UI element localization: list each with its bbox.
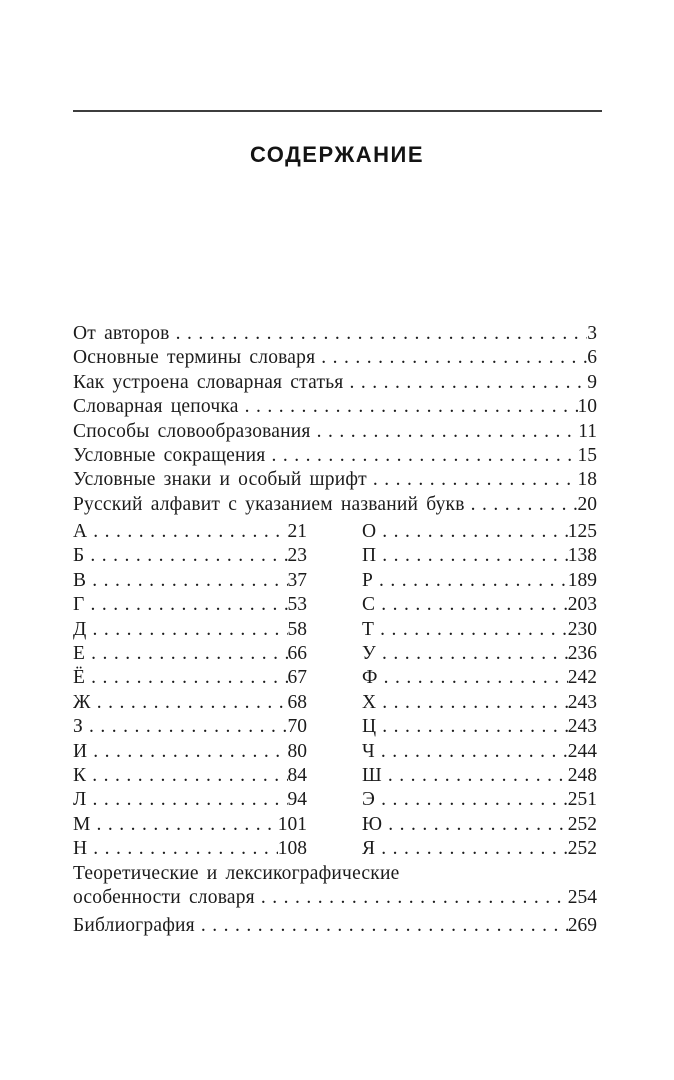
dot-leader bbox=[176, 322, 588, 346]
dot-leader bbox=[261, 886, 568, 910]
toc-letter-label: Н bbox=[73, 838, 88, 860]
toc-entry-label: Как устроена словарная статья bbox=[73, 371, 344, 393]
toc-letter-entry bbox=[73, 788, 307, 812]
toc-letter-entry bbox=[362, 618, 597, 642]
dot-leader bbox=[381, 788, 568, 812]
dot-leader bbox=[92, 788, 287, 812]
toc-entry bbox=[73, 914, 597, 938]
dot-leader bbox=[92, 764, 287, 788]
toc-letter-label: З bbox=[73, 716, 83, 738]
toc-letter-page: 138 bbox=[567, 545, 597, 567]
dot-leader bbox=[91, 666, 287, 690]
toc-entry-wrapped-line2 bbox=[73, 886, 597, 910]
toc-letters-left-column bbox=[73, 520, 307, 861]
toc-letter-label: Е bbox=[73, 642, 86, 664]
dot-leader bbox=[381, 740, 568, 764]
toc-letter-entry bbox=[362, 642, 597, 666]
toc-letter-page: 189 bbox=[567, 569, 597, 591]
toc-letter-page: 53 bbox=[287, 594, 307, 616]
toc-letter-page: 21 bbox=[287, 521, 307, 542]
dot-leader bbox=[92, 569, 287, 593]
toc-letter-entry bbox=[362, 520, 597, 544]
toc-entry-label: Библиография bbox=[73, 915, 195, 937]
toc-entry bbox=[73, 322, 597, 346]
toc-letter-entry bbox=[73, 520, 307, 544]
toc-entry-label: Русский алфавит с указанием названий букв bbox=[73, 493, 465, 515]
toc-letter-entry bbox=[362, 666, 597, 690]
toc-letter-page: 67 bbox=[287, 667, 307, 689]
dot-leader bbox=[97, 691, 288, 715]
toc-letter-entry bbox=[362, 764, 597, 788]
toc-letter-entry bbox=[73, 715, 307, 739]
toc-entry bbox=[73, 371, 597, 395]
dot-leader bbox=[97, 813, 278, 837]
toc-letter-entry bbox=[362, 788, 597, 812]
toc-entry-label: От авторов bbox=[73, 323, 170, 344]
toc-letter-entry bbox=[362, 569, 597, 593]
dot-leader bbox=[382, 715, 567, 739]
toc-letter-label: Т bbox=[362, 618, 375, 640]
dot-leader bbox=[245, 395, 578, 419]
toc-letter-page: 125 bbox=[567, 521, 597, 542]
toc-letter-label: Ё bbox=[73, 667, 86, 689]
toc-letter-page: 80 bbox=[287, 740, 307, 762]
toc-main-list bbox=[73, 322, 597, 517]
dot-leader bbox=[89, 715, 288, 739]
toc-letter-label: Ж bbox=[73, 691, 91, 713]
toc-entry-page: 10 bbox=[577, 396, 597, 418]
dot-leader bbox=[93, 520, 287, 544]
toc-letter-entry bbox=[362, 837, 597, 861]
toc-entry-page: 15 bbox=[577, 444, 597, 466]
toc-letter-entry bbox=[73, 544, 307, 568]
toc-letters-section bbox=[73, 520, 597, 861]
toc-letter-page: 37 bbox=[287, 569, 307, 591]
toc-entry-page: 3 bbox=[587, 323, 597, 344]
page-title: СОДЕРЖАНИЕ bbox=[249, 142, 425, 167]
toc-letter-label: А bbox=[73, 521, 88, 542]
toc-letter-label: У bbox=[362, 642, 377, 664]
toc-entry-label: Основные термины словаря bbox=[73, 347, 316, 369]
toc-letter-entry bbox=[73, 764, 307, 788]
toc-letter-page: 242 bbox=[567, 667, 597, 689]
toc-letter-entry bbox=[362, 740, 597, 764]
toc-entry-label: особенности словаря bbox=[73, 887, 255, 909]
toc-letter-label: Р bbox=[362, 569, 374, 591]
toc-letter-label: Ю bbox=[362, 813, 383, 835]
dot-leader bbox=[349, 371, 587, 395]
toc-letter-label: П bbox=[362, 545, 377, 567]
dot-leader bbox=[388, 764, 568, 788]
toc-letter-entry bbox=[73, 569, 307, 593]
toc-entry-wrapped-line1: Теоретические и лексикографические bbox=[73, 863, 400, 884]
toc-letter-label: В bbox=[73, 569, 87, 591]
dot-leader bbox=[382, 642, 568, 666]
toc-letter-label: Я bbox=[362, 838, 376, 860]
toc-entry-label: Способы словообразования bbox=[73, 420, 311, 442]
toc-letter-label: Д bbox=[73, 618, 87, 640]
dot-leader bbox=[90, 593, 287, 617]
toc-entry-page: 269 bbox=[567, 915, 597, 937]
dot-leader bbox=[317, 420, 579, 444]
toc-letters-right-column bbox=[362, 520, 597, 861]
dot-leader bbox=[373, 468, 578, 492]
toc-entry bbox=[73, 444, 597, 468]
dot-leader bbox=[93, 837, 277, 861]
toc-entry-page: 9 bbox=[587, 371, 597, 393]
toc-letter-label: И bbox=[73, 740, 88, 762]
toc-letter-entry bbox=[73, 642, 307, 666]
dot-leader bbox=[384, 666, 568, 690]
toc-letter-label: С bbox=[362, 594, 376, 616]
toc-letter-entry bbox=[73, 837, 307, 861]
toc-letter-page: 203 bbox=[567, 594, 597, 616]
dot-leader bbox=[91, 642, 287, 666]
toc-entry-page: 6 bbox=[587, 347, 597, 369]
dot-leader bbox=[381, 593, 568, 617]
toc-letter-entry bbox=[73, 618, 307, 642]
toc-letter-page: 70 bbox=[287, 716, 307, 738]
toc-entry bbox=[73, 346, 597, 370]
toc-letter-page: 248 bbox=[567, 764, 597, 786]
toc-letter-page: 236 bbox=[567, 642, 597, 664]
toc-entry bbox=[73, 468, 597, 492]
dot-leader bbox=[471, 493, 578, 517]
dot-leader bbox=[201, 914, 568, 938]
toc-letter-label: Б bbox=[73, 545, 85, 567]
toc-letter-entry bbox=[73, 813, 307, 837]
toc-letter-label: Ш bbox=[362, 764, 382, 786]
dot-leader bbox=[382, 544, 567, 568]
toc-letter-label: К bbox=[73, 764, 87, 786]
toc-letter-page: 252 bbox=[567, 838, 597, 860]
toc-letter-entry bbox=[362, 715, 597, 739]
toc-letter-page: 230 bbox=[567, 618, 597, 640]
toc-letter-label: Э bbox=[362, 789, 376, 811]
dot-leader bbox=[93, 618, 288, 642]
toc-letter-label: О bbox=[362, 521, 377, 542]
toc-footer-list bbox=[73, 862, 597, 939]
dot-leader bbox=[93, 740, 287, 764]
toc-letter-page: 252 bbox=[567, 813, 597, 835]
toc-letter-page: 94 bbox=[287, 789, 307, 811]
toc-letter-entry bbox=[362, 544, 597, 568]
toc-letter-page: 251 bbox=[567, 789, 597, 811]
toc-entry-page: 254 bbox=[567, 887, 597, 909]
toc-entry-page: 11 bbox=[578, 420, 597, 442]
dot-leader bbox=[381, 837, 568, 861]
toc-entry-label: Словарная цепочка bbox=[73, 396, 239, 418]
toc-entry-label: Условные знаки и особый шрифт bbox=[73, 469, 367, 491]
dot-leader bbox=[388, 813, 568, 837]
toc-letter-label: М bbox=[73, 813, 91, 835]
toc-letter-entry bbox=[73, 691, 307, 715]
toc-letter-entry bbox=[73, 593, 307, 617]
toc-letter-entry bbox=[362, 593, 597, 617]
toc-letter-page: 68 bbox=[287, 691, 307, 713]
toc-letter-page: 243 bbox=[567, 716, 597, 738]
dot-leader bbox=[321, 346, 587, 370]
toc-entry-page: 18 bbox=[577, 469, 597, 491]
toc-letter-entry bbox=[362, 691, 597, 715]
toc-letter-page: 66 bbox=[287, 642, 307, 664]
toc-letter-page: 101 bbox=[277, 813, 307, 835]
dot-leader bbox=[90, 544, 287, 568]
toc-letter-label: Х bbox=[362, 691, 377, 713]
toc-letter-page: 23 bbox=[287, 545, 307, 567]
toc-letter-page: 84 bbox=[287, 764, 307, 786]
toc-letter-label: Ц bbox=[362, 716, 377, 738]
toc-entry bbox=[73, 420, 597, 444]
dot-leader bbox=[379, 569, 568, 593]
toc-letter-page: 244 bbox=[567, 740, 597, 762]
toc-letter-page: 58 bbox=[287, 618, 307, 640]
toc-entry bbox=[73, 493, 597, 517]
toc-letter-entry bbox=[362, 813, 597, 837]
dot-leader bbox=[382, 520, 567, 544]
toc-letter-label: Ф bbox=[362, 667, 378, 689]
toc-letter-entry bbox=[73, 740, 307, 764]
dot-leader bbox=[380, 618, 568, 642]
toc-entry-label: Условные сокращения bbox=[73, 444, 266, 466]
toc-entry bbox=[73, 395, 597, 419]
toc-letter-label: Г bbox=[73, 594, 85, 616]
toc-entry-page: 20 bbox=[577, 493, 597, 515]
toc-letter-page: 243 bbox=[567, 691, 597, 713]
dot-leader bbox=[271, 444, 577, 468]
toc-letter-entry bbox=[73, 666, 307, 690]
dot-leader bbox=[382, 691, 567, 715]
toc-letter-page: 108 bbox=[277, 838, 307, 860]
toc-letter-label: Л bbox=[73, 789, 87, 811]
divider-rule bbox=[73, 110, 602, 112]
toc-letter-label: Ч bbox=[362, 740, 375, 762]
